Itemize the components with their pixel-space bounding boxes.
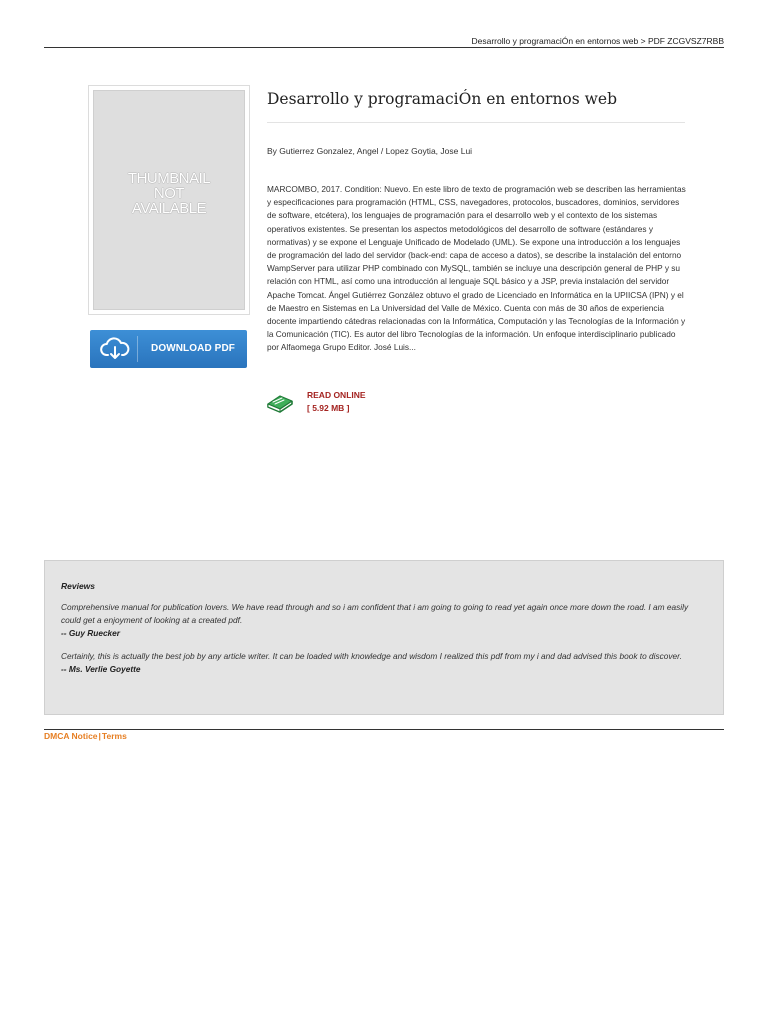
read-online-label: READ ONLINE <box>307 390 366 400</box>
reviews-panel <box>44 560 724 715</box>
dmca-notice-link[interactable]: DMCA Notice <box>44 731 98 741</box>
footer-links <box>44 731 127 741</box>
cloud-download-icon <box>100 337 130 361</box>
thumbnail-text-line-3: AVAILABLE <box>131 200 207 217</box>
header-divider <box>44 47 724 48</box>
reviews-heading: Reviews <box>61 581 96 591</box>
book-thumbnail <box>88 85 250 315</box>
thumbnail-placeholder <box>93 90 245 310</box>
review-author: -- Guy Ruecker <box>61 628 121 638</box>
review-author: -- Ms. Verlie Goyette <box>61 664 141 674</box>
download-pdf-button[interactable] <box>90 330 247 368</box>
thumbnail-text-line-1: THUMBNAIL <box>127 170 211 187</box>
footer-separator: | <box>98 731 101 741</box>
download-pdf-label: DOWNLOAD PDF <box>151 343 235 354</box>
review-text: Comprehensive manual for publication lovers. We have read through and so i am confident that i am going to going to read yet again once more down the road. I am easily could get a enjoyment of looking at a created pdf. <box>61 602 689 625</box>
thumbnail-placeholder-text <box>94 171 244 216</box>
read-online-link[interactable] <box>265 388 405 416</box>
footer-divider <box>44 729 724 730</box>
open-book-icon <box>265 390 295 414</box>
breadcrumb: Desarrollo y programaciÓn en entornos web > PDF ZCGVSZ7RBB <box>471 36 724 46</box>
title-divider <box>267 122 685 123</box>
book-title: Desarrollo y programaciÓn en entornos web <box>267 90 617 108</box>
book-byline: By Gutierrez Gonzalez, Angel / Lopez Goytia, Jose Lui <box>267 146 473 156</box>
download-button-divider <box>137 336 138 362</box>
terms-link[interactable]: Terms <box>101 731 127 741</box>
file-size-label: [ 5.92 MB ] <box>307 403 350 413</box>
thumbnail-text-line-2: NOT <box>153 185 185 202</box>
book-description: MARCOMBO, 2017. Condition: Nuevo. En este libro de texto de programación web se describen las herramientas y especificaciones para programación (HTML, CSS, navegadores, protocolos, buscadores, dominios, servidores de software, etcétera), los lenguajes de programación para el desarrollo web y el contexto de los sistemas operativos existentes. Se presentan los aspectos metodológicos del desarrollo de software (estándares y normativas) y se expone el Lenguaje Unificado de Modelado (UML). Se expone una introducción a los lenguajes de programación del lado del servidor (back-end: capa de acceso a datos), se describe la instalación del entorno WampServer para utilizar PHP combinado con MySQL, también se incluye una descripción general de PHP y su relación con HTML, así como una introducción al lenguaje SQL básico y a JSP, previa instalación del servidor Apache Tomcat. Ángel Gutiérrez González obtuvo el grado de Licenciado en Informática en la UPIICSA (IPN) y el de Maestro en Sistemas en La Universidad del Valle de México. Cuenta con más de 30 años de experiencia docente impartiendo cátedras relacionadas con la Informática, Computación y las Tecnologías de la Información y la Comunicación (TIC). Es autor del libro Tecnologías de la información. Un enfoque interdisciplinario publicado por Alfaomega Grupo Editor. José Luis... <box>267 184 686 353</box>
review-text: Certainly, this is actually the best job by any article writer. It can be loaded with knowledge and wisdom I realized this pdf from my i and dad advised this book to discover. <box>61 651 682 661</box>
